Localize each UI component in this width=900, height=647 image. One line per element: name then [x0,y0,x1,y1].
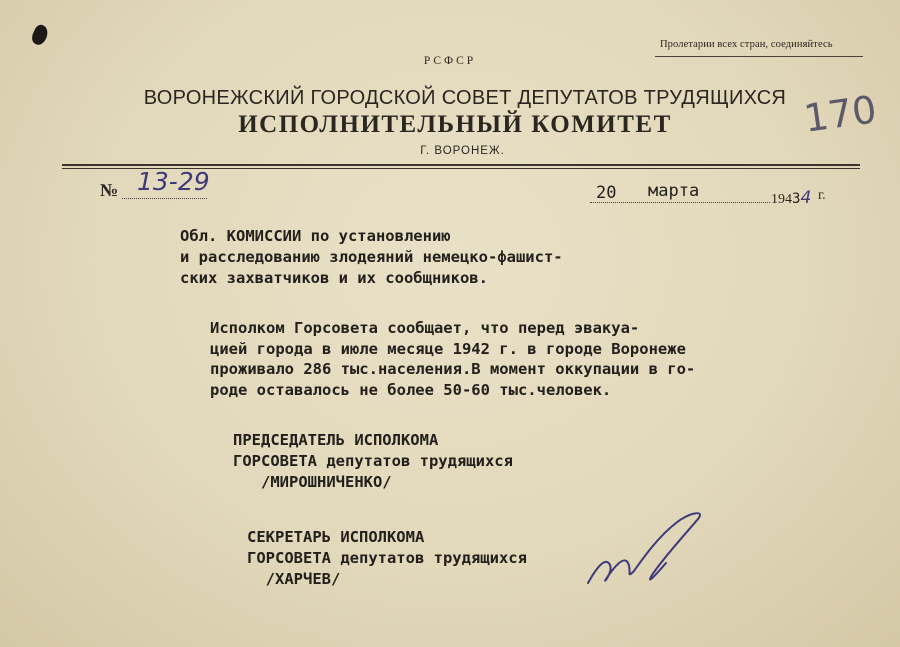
number-line [122,197,207,199]
secretary-signature-block: СЕКРЕТАРЬ ИСПОЛКОМА ГОРСОВЕТА депутатов трудящихся /ХАРЧЕВ/ [247,528,527,588]
header-slogan: Пролетарии всех стран, соединяйтесь [660,39,833,50]
body-text: Исполком Горсовета сообщает, что перед эвакуа- цией города в июле месяце 1942 г. в городе Воронеже проживало 286 тыс.населения.В момент оккупации в го- роде оставалось не более 50-60 тыс.человек. [210,319,696,399]
header-committee: ИСПОЛНИТЕЛЬНЫЙ КОМИТЕТ [238,111,672,138]
date-month: марта [648,181,700,201]
date-day: 20 [596,183,617,203]
date-line [590,201,770,203]
date-year [771,188,811,208]
header-city: Г. ВОРОНЕЖ. [420,145,505,157]
handwritten-signature [580,505,720,595]
header-council: ВОРОНЕЖСКИЙ ГОРОДСКОЙ СОВЕТ ДЕПУТАТОВ ТРУДЯЩИХСЯ [143,87,787,109]
document-number: 13-29 [137,167,210,196]
header-rule-top [62,164,860,166]
header-republic: РСФСР [423,55,477,67]
number-mark: № [100,180,119,200]
ink-blot [29,23,50,47]
year-printed: 194 [771,192,792,207]
year-typed: 3 [792,191,801,207]
chairman-signature-block: ПРЕДСЕДАТЕЛЬ ИСПОЛКОМА ГОРСОВЕТА депутатов трудящихся /МИРОШНИЧЕНКО/ [233,431,513,491]
date-year-suffix: г. [818,188,826,203]
margin-page-number: 170 [801,87,880,141]
addressee-block: Обл. КОМИССИИ по установлению и расследованию злодеяний немецко-фашист- ских захватчиков и их сообщников. [180,227,563,287]
year-handwritten: 4 [800,188,812,208]
